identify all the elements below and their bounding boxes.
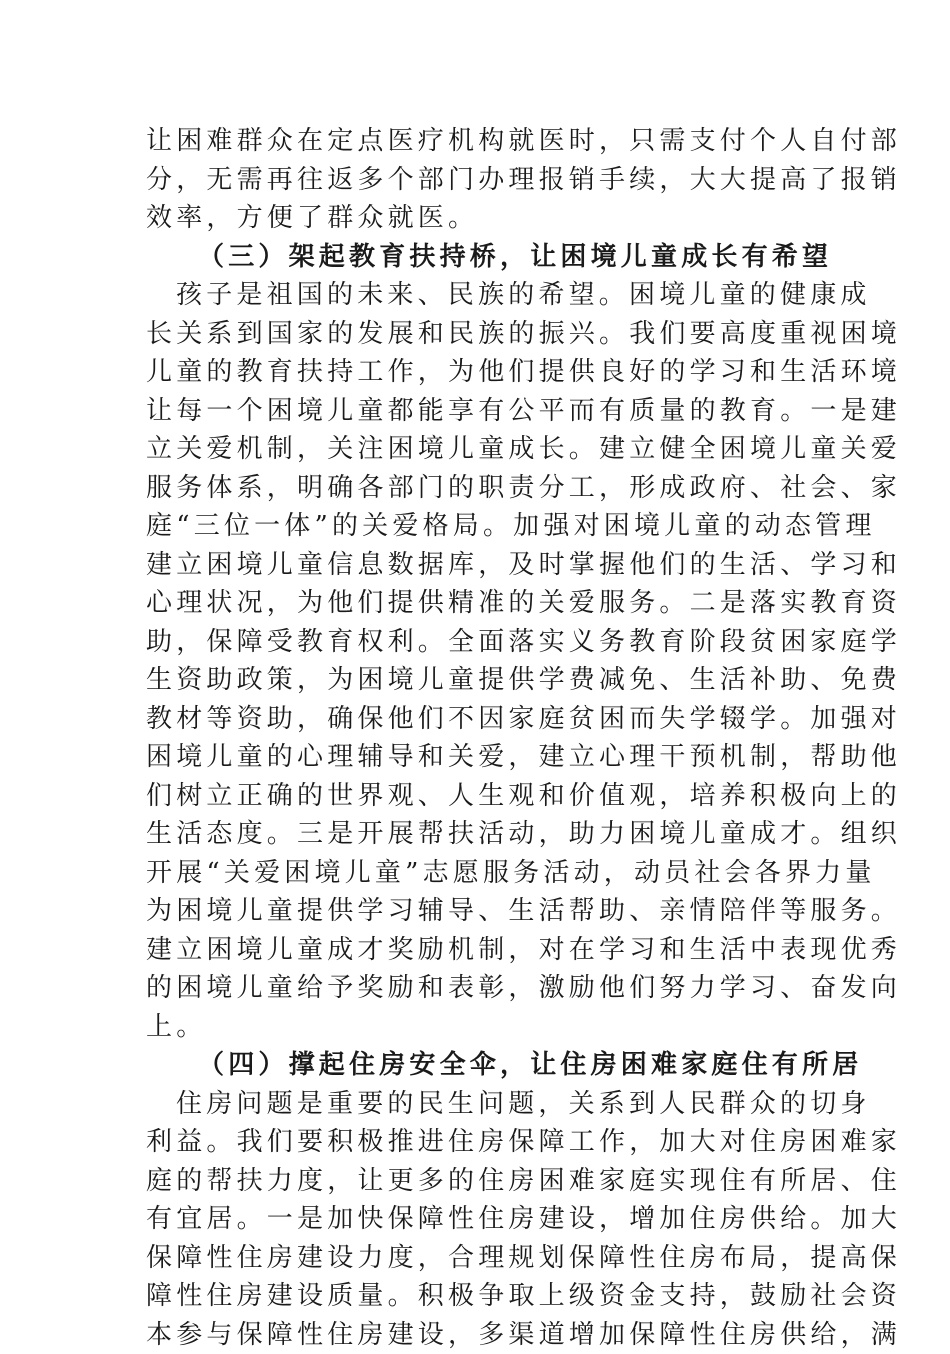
paragraph-line: 让每一个困境儿童都能享有公平而有质量的教育。一是建 <box>146 392 806 431</box>
paragraph-line: 为困境儿童提供学习辅导、生活帮助、亲情陪伴等服务。 <box>146 892 806 931</box>
paragraph-line: 有宜居。一是加快保障性住房建设，增加住房供给。加大 <box>146 1200 806 1239</box>
section-heading: （三）架起教育扶持桥，让困境儿童成长有希望 <box>146 238 806 277</box>
paragraph-line: 建立困境儿童信息数据库，及时掌握他们的生活、学习和 <box>146 546 806 585</box>
paragraph-line: 效率，方便了群众就医。 <box>146 199 806 238</box>
paragraph-line: 的困境儿童给予奖励和表彰，激励他们努力学习、奋发向 <box>146 969 806 1008</box>
document-body <box>146 122 806 1354</box>
paragraph-line: 让困难群众在定点医疗机构就医时，只需支付个人自付部 <box>146 122 806 161</box>
section-heading: （四）撑起住房安全伞，让住房困难家庭住有所居 <box>146 1046 806 1085</box>
paragraph-line: 庭“三位一体”的关爱格局。加强对困境儿童的动态管理 <box>146 507 806 546</box>
paragraph-line: 生活态度。三是开展帮扶活动，助力困境儿童成才。组织 <box>146 815 806 854</box>
paragraph-line: 孩子是祖国的未来、民族的希望。困境儿童的健康成 <box>146 276 806 315</box>
paragraph-line: 教材等资助，确保他们不因家庭贫困而失学辍学。加强对 <box>146 700 806 739</box>
paragraph-line: 困境儿童的心理辅导和关爱，建立心理干预机制，帮助他 <box>146 738 806 777</box>
paragraph-line: 保障性住房建设力度，合理规划保障性住房布局，提高保 <box>146 1239 806 1278</box>
paragraph-line: 分，无需再往返多个部门办理报销手续，大大提高了报销 <box>146 161 806 200</box>
paragraph-line: 立关爱机制，关注困境儿童成长。建立健全困境儿童关爱 <box>146 430 806 469</box>
paragraph-line: 生资助政策，为困境儿童提供学费减免、生活补助、免费 <box>146 661 806 700</box>
paragraph-line: 本参与保障性住房建设，多渠道增加保障性住房供给，满 <box>146 1316 806 1354</box>
paragraph-line: 开展“关爱困境儿童”志愿服务活动，动员社会各界力量 <box>146 854 806 893</box>
paragraph-line: 助，保障受教育权利。全面落实义务教育阶段贫困家庭学 <box>146 623 806 662</box>
paragraph-line: 长关系到国家的发展和民族的振兴。我们要高度重视困境 <box>146 315 806 354</box>
paragraph-line: 住房问题是重要的民生问题，关系到人民群众的切身 <box>146 1085 806 1124</box>
paragraph-line: 们树立正确的世界观、人生观和价值观，培养积极向上的 <box>146 777 806 816</box>
paragraph-line: 心理状况，为他们提供精准的关爱服务。二是落实教育资 <box>146 584 806 623</box>
paragraph-line: 儿童的教育扶持工作，为他们提供良好的学习和生活环境 <box>146 353 806 392</box>
paragraph-line: 庭的帮扶力度，让更多的住房困难家庭实现住有所居、住 <box>146 1162 806 1201</box>
paragraph-line: 建立困境儿童成才奖励机制，对在学习和生活中表现优秀 <box>146 931 806 970</box>
paragraph-line: 上。 <box>146 1008 806 1047</box>
paragraph-line: 服务体系，明确各部门的职责分工，形成政府、社会、家 <box>146 469 806 508</box>
paragraph-line: 障性住房建设质量。积极争取上级资金支持，鼓励社会资 <box>146 1277 806 1316</box>
paragraph-line: 利益。我们要积极推进住房保障工作，加大对住房困难家 <box>146 1123 806 1162</box>
